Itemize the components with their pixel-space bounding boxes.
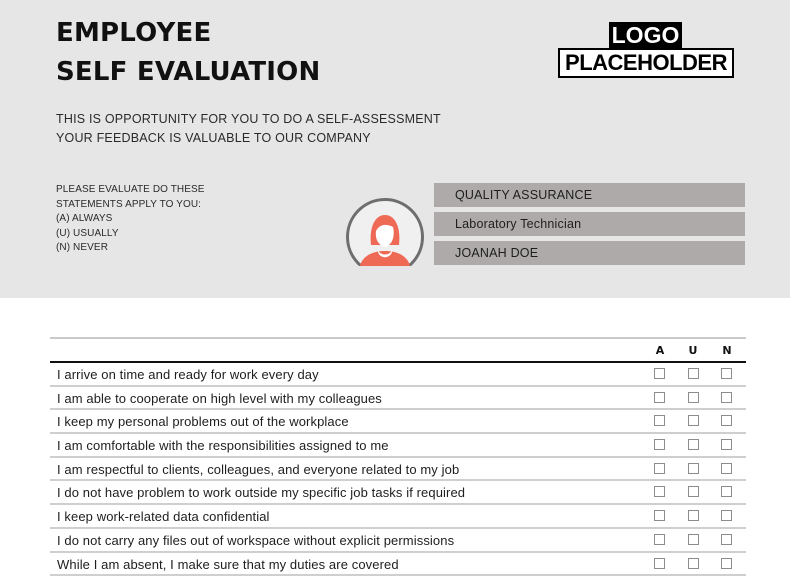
checkbox-always[interactable] (654, 415, 665, 426)
checkbox-usually[interactable] (688, 486, 699, 497)
checkbox-usually[interactable] (688, 463, 699, 474)
checkbox-always[interactable] (654, 534, 665, 545)
title-line-1: EMPLOYEE (56, 14, 320, 53)
logo-bottom-text: PLACEHOLDER (558, 48, 734, 78)
checkbox-always[interactable] (654, 368, 665, 379)
table-row (50, 363, 746, 387)
checkbox-never[interactable] (721, 534, 732, 545)
column-header-always: A (650, 344, 670, 358)
subtitle-line-1: THIS IS OPPORTUNITY FOR YOU TO DO A SELF-ASSESSMENT (56, 110, 441, 129)
column-header-usually: U (683, 344, 703, 358)
department-field[interactable]: QUALITY ASSURANCE (434, 183, 745, 207)
checkbox-always[interactable] (654, 486, 665, 497)
checkbox-usually[interactable] (688, 439, 699, 450)
statement-text: I arrive on time and ready for work every day (57, 365, 319, 385)
option-always: (A) ALWAYS (56, 212, 205, 227)
statement-text: I keep work-related data confidential (57, 507, 270, 527)
statement-text: I keep my personal problems out of the workplace (57, 412, 349, 432)
subtitle-line-2: YOUR FEEDBACK IS VALUABLE TO OUR COMPANY (56, 129, 441, 148)
subtitle (56, 110, 441, 148)
checkbox-never[interactable] (721, 486, 732, 497)
column-header-never: N (717, 344, 737, 358)
checkbox-usually[interactable] (688, 415, 699, 426)
checkbox-never[interactable] (721, 510, 732, 521)
title-line-2: SELF EVALUATION (56, 53, 320, 92)
instructions-line-2: STATEMENTS APPLY TO YOU: (56, 198, 205, 213)
avatar-base-mask (340, 266, 430, 280)
page-title (56, 14, 320, 92)
statement-text: I do not have problem to work outside my specific job tasks if required (57, 483, 465, 503)
statement-text: I am respectful to clients, colleagues, and everyone related to my job (57, 460, 459, 480)
logo-top-text: LOGO (609, 22, 682, 49)
option-never: (N) NEVER (56, 241, 205, 256)
table-row (50, 458, 746, 482)
statement-text: I am comfortable with the responsibilities assigned to me (57, 436, 389, 456)
table-top-divider (50, 337, 746, 339)
table-row (50, 434, 746, 458)
checkbox-always[interactable] (654, 392, 665, 403)
female-user-icon (349, 201, 421, 273)
instructions-line-1: PLEASE EVALUATE DO THESE (56, 183, 205, 198)
avatar (346, 198, 424, 276)
checkbox-usually[interactable] (688, 534, 699, 545)
checkbox-never[interactable] (721, 463, 732, 474)
evaluation-table (50, 363, 746, 576)
table-row (50, 553, 746, 576)
table-row (50, 481, 746, 505)
checkbox-never[interactable] (721, 415, 732, 426)
table-row (50, 387, 746, 411)
checkbox-always[interactable] (654, 558, 665, 569)
statement-text: I am able to cooperate on high level with my colleagues (57, 389, 382, 409)
checkbox-always[interactable] (654, 510, 665, 521)
position-field[interactable]: Laboratory Technician (434, 212, 745, 236)
logo (558, 22, 734, 78)
checkbox-always[interactable] (654, 439, 665, 450)
table-row (50, 505, 746, 529)
checkbox-always[interactable] (654, 463, 665, 474)
instructions (56, 183, 205, 256)
option-usually: (U) USUALLY (56, 227, 205, 242)
statement-text: While I am absent, I make sure that my duties are covered (57, 555, 399, 575)
checkbox-usually[interactable] (688, 368, 699, 379)
checkbox-never[interactable] (721, 558, 732, 569)
checkbox-usually[interactable] (688, 558, 699, 569)
checkbox-never[interactable] (721, 392, 732, 403)
checkbox-never[interactable] (721, 439, 732, 450)
employee-name-field[interactable]: JOANAH DOE (434, 241, 745, 265)
checkbox-never[interactable] (721, 368, 732, 379)
checkbox-usually[interactable] (688, 392, 699, 403)
table-row (50, 529, 746, 553)
checkbox-usually[interactable] (688, 510, 699, 521)
table-row (50, 410, 746, 434)
statement-text: I do not carry any files out of workspace without explicit permissions (57, 531, 454, 551)
